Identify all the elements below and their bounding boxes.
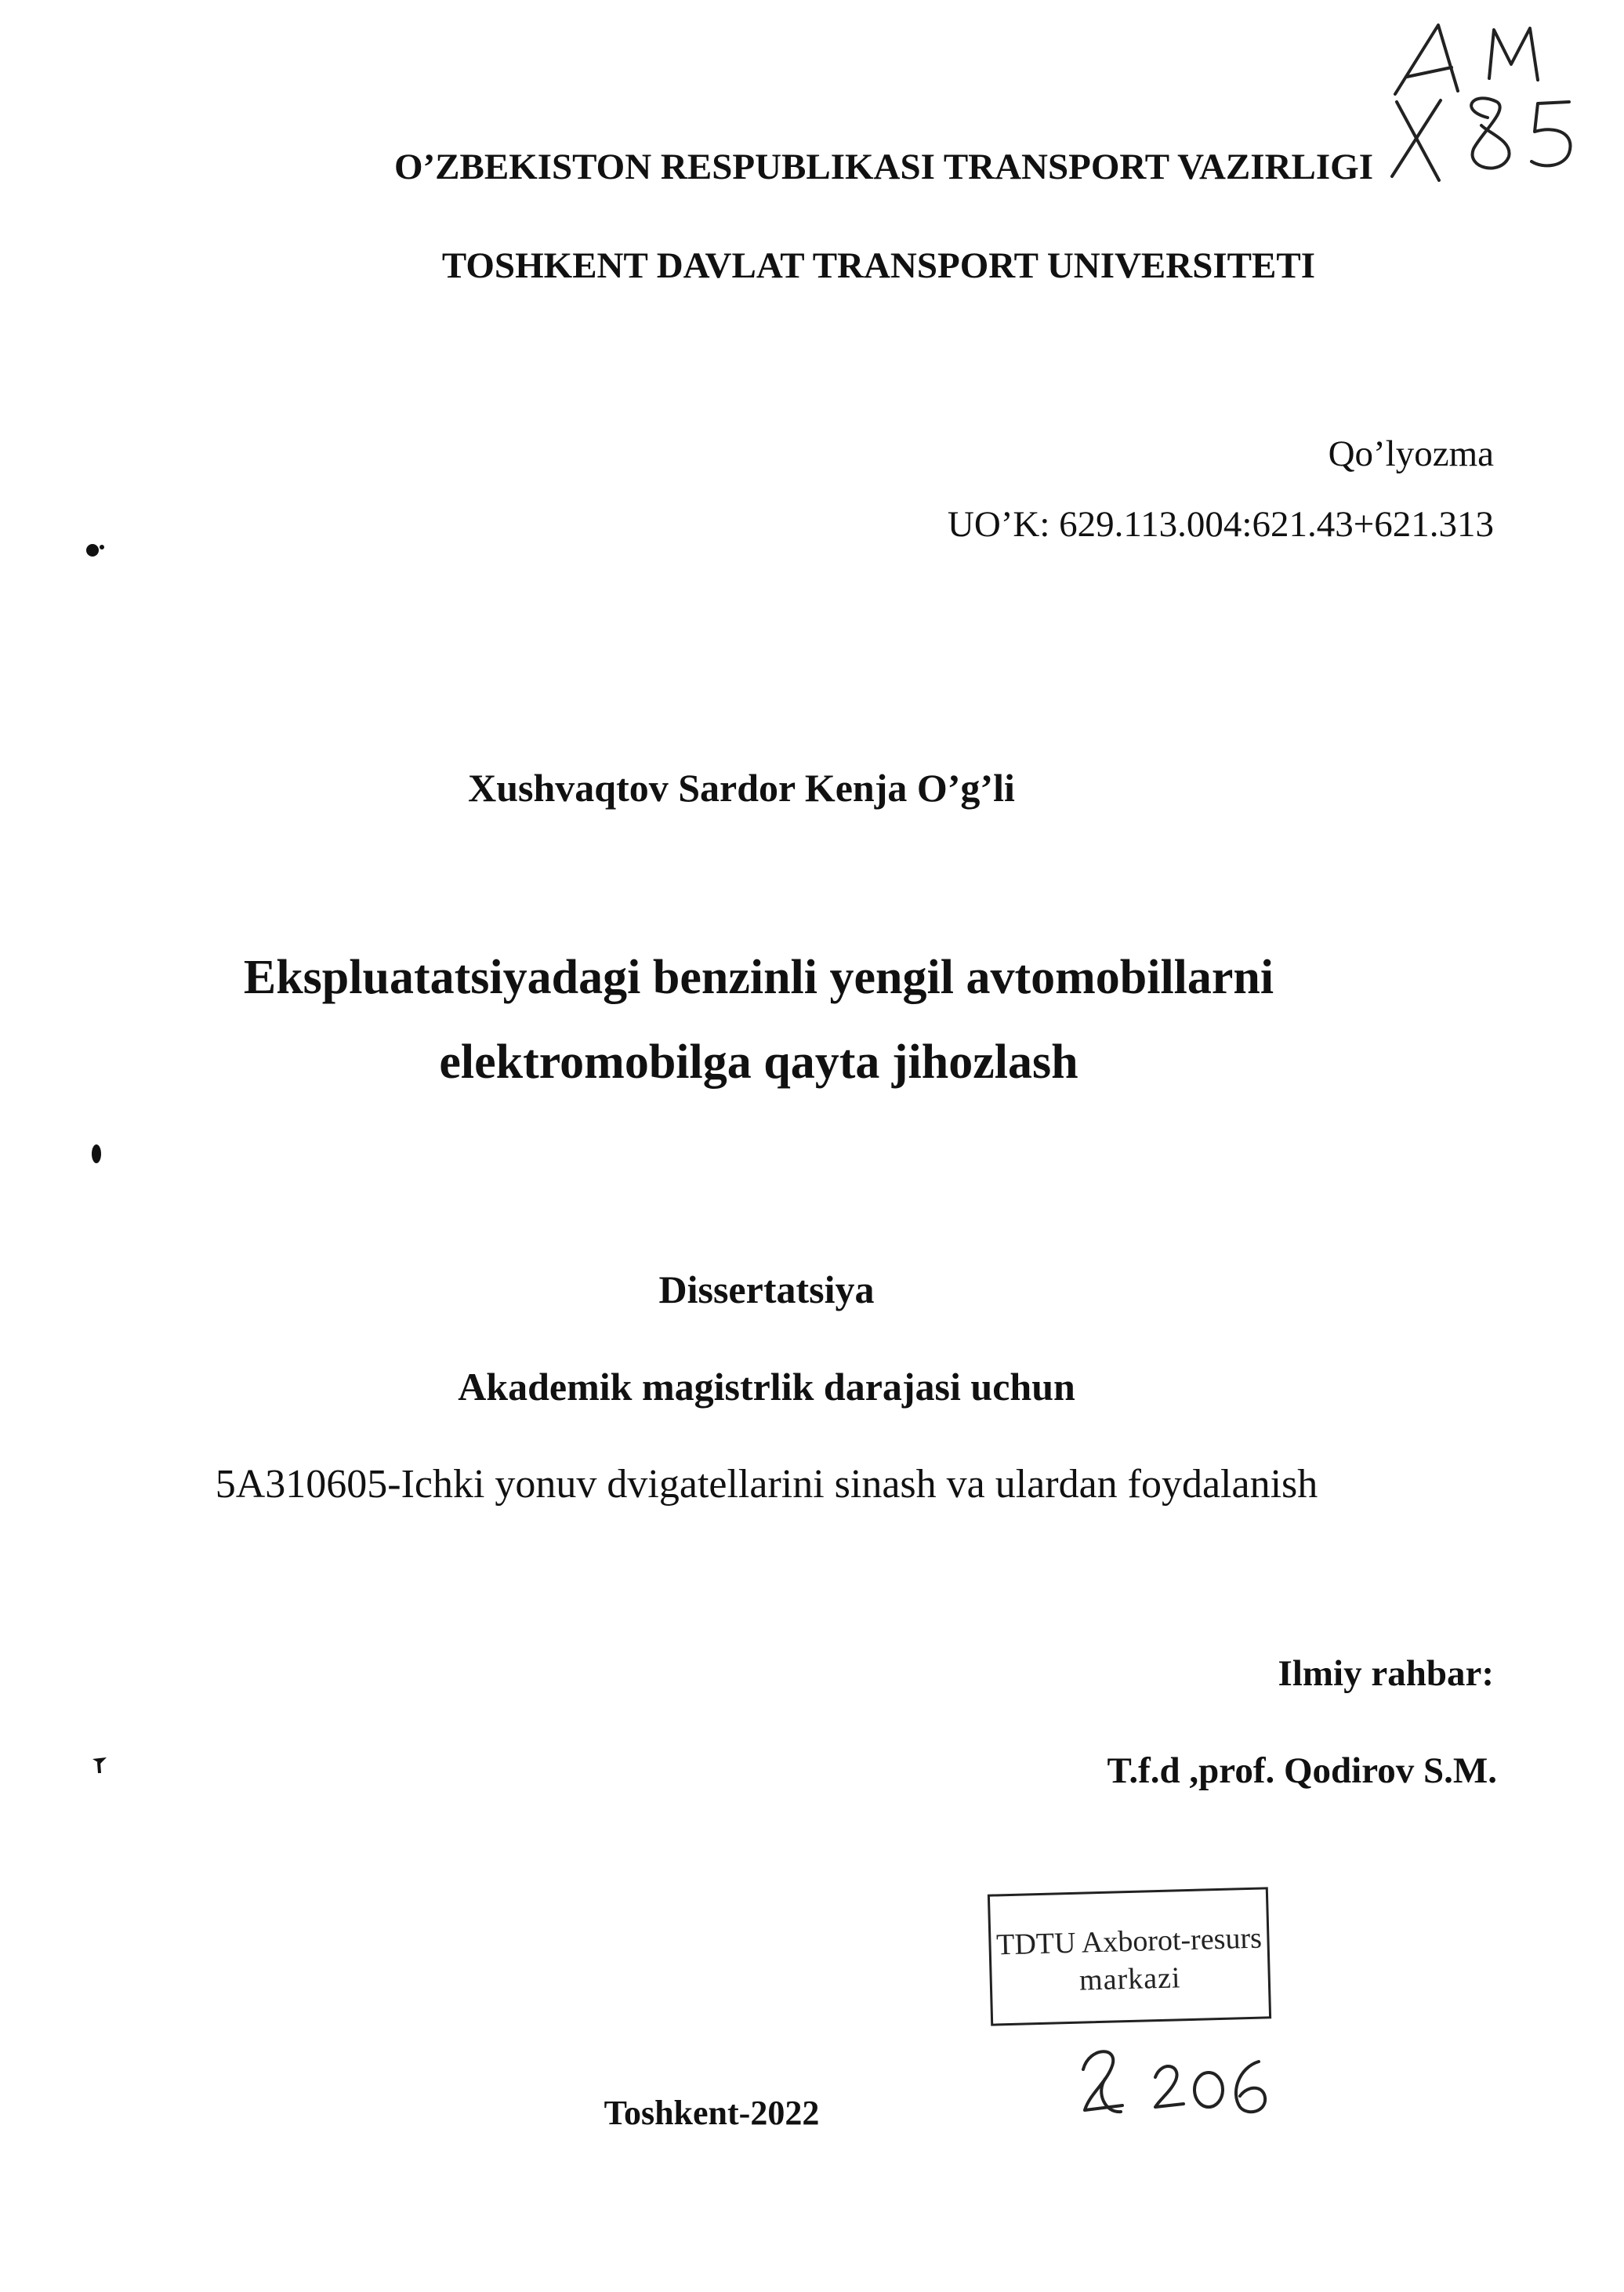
stamp-line-2: markazi xyxy=(1078,1961,1181,1997)
manuscript-label: Qo’lyozma xyxy=(1328,433,1494,474)
handwritten-shelf-mark xyxy=(1364,16,1615,196)
university-heading: TOSHKENT DAVLAT TRANSPORT UNIVERSITETI xyxy=(441,245,1315,286)
scan-speck-3 xyxy=(88,1753,111,1776)
supervisor-name: T.f.d ,prof. Qodirov S.M. xyxy=(1107,1750,1497,1791)
udc-code: UO’K: 629.113.004:621.43+621.313 xyxy=(947,504,1494,545)
supervisor-label: Ilmiy rahbar: xyxy=(1278,1653,1494,1694)
handwritten-number xyxy=(1074,2038,1278,2124)
scan-speck-1 xyxy=(78,533,110,564)
city-year: Toshkent-2022 xyxy=(604,2094,820,2132)
scan-speck-2 xyxy=(85,1138,108,1170)
stamp-line-1: TDTU Axborot-resurs xyxy=(995,1921,1263,1962)
specialty-line: 5A310605-Ichki yonuv dvigatellarini sinash va ulardan foydalanish xyxy=(215,1462,1318,1507)
library-stamp xyxy=(988,1887,1271,2025)
work-type: Dissertatsiya xyxy=(658,1267,875,1311)
thesis-title-line-1: Ekspluatatsiyadagi benzinli yengil avtomobillarni xyxy=(243,951,1274,1004)
ministry-heading: O’ZBEKISTON RESPUBLIKASI TRANSPORT VAZIRLIGI xyxy=(393,147,1373,187)
author-name: Xushvaqtov Sardor Kenja O’g’li xyxy=(468,766,1015,810)
thesis-title-line-2: elektromobilga qayta jihozlash xyxy=(439,1035,1078,1089)
degree-line: Akademik magistrlik darajasi uchun xyxy=(458,1365,1075,1409)
